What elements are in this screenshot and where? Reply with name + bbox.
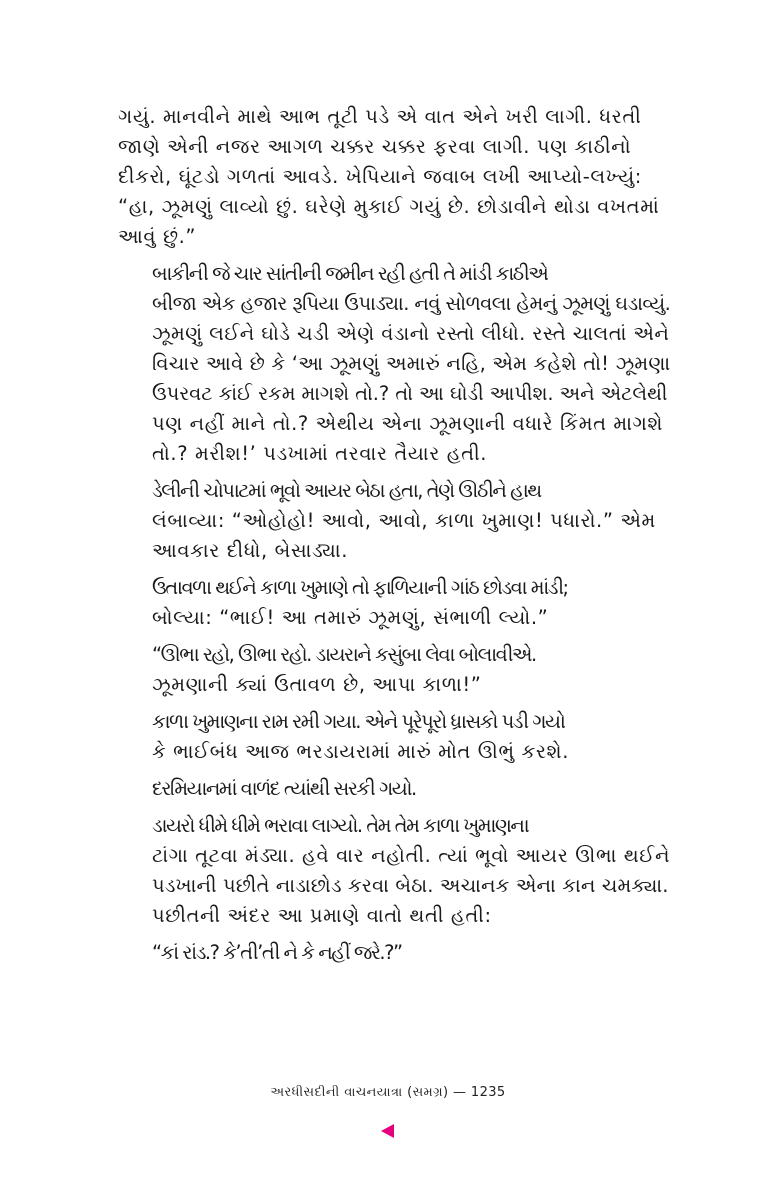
text-line: કાળા ખુમાણના રામ રમી ગયા. એને પૂરેપૂરો ધ્રાસકો પડી ગયો [152,710,565,733]
text-line: ટાંગા તૂટવા મંડ્યા. હવે વાર નહોતી. ત્યાં ભૂવો આયર ઊભા થઈને [152,844,671,867]
paragraph [118,102,670,252]
paragraph [118,774,670,804]
text-line: ડેલીની ચોપાટમાં ભૂવો આયર બેઠા હતા, તેણે ઊઠીને હાથ [152,479,541,502]
text-line: વિચાર આવે છે કે ‘આ ઝૂમણું અમારું નહિ, એમ કહેશે તો! ઝૂમણા [152,352,671,375]
text-line: બોલ્યા: “ભાઈ! આ તમારું ઝૂમણું, સંભાળી લ્યો.” [152,606,549,629]
text-line: ઝૂમણાની ક્યાં ઉતાવળ છે, આપા કાળા!” [152,673,482,696]
text-line: ગયું. માનવીને માથે આભ તૂટી પડે એ વાત એને ખરી લાગી. ધરતી [118,105,642,128]
paragraph [118,640,670,700]
previous-page-arrow-icon[interactable] [381,1124,394,1138]
text-line: પડખાની પછીતે નાડાછોડ કરવા બેઠા. અચાનક એના કાન ચમક્યા. [152,874,669,897]
text-line: તો.? મરીશ!’ પડખામાં તરવાર તૈયાર હતી. [152,442,488,465]
text-line: “હા, ઝૂમણું લાવ્યો છું. ઘરેણે મુકાઈ ગયું છે. છોડાવીને થોડા વખતમાં [118,195,660,218]
text-line: બાકીની જે ચાર સાંતીની જમીન રહી હતી તે માંડી કાઠીએ [152,262,548,285]
text-line: ડાયરો ધીમે ધીમે ભરાવા લાગ્યો. તેમ તેમ કાળા ખુમાણના [152,814,529,837]
text-line: લંબાવ્યા: “ઓહોહો! આવો, આવો, કાળા ખુમાણ! પધારો.” એમ [152,509,656,532]
text-line: “ઊભા રહો, ઊભા રહો. ડાયરાને કસુંબા લેવા બોલાવીએ. [152,643,536,666]
page-footer: અરધીસદીની વાચનયાત્રા (સમગ્ર) — 1235 [270,1085,506,1100]
text-line: પણ નહીં માને તો.? એથીય એના ઝૂમણાની વધારે કિંમત માગશે [152,412,664,435]
text-line: ઝૂમણું લઈને ઘોડે ચડી એણે વંડાનો રસ્તો લીધો. રસ્તે ચાલતાં એને [152,322,670,345]
paragraph [118,707,670,767]
text-line: દરમિયાનમાં વાળંદ ત્યાંથી સરકી ગયો. [152,777,416,800]
text-line: પછીતની અંદર આ પ્રમાણે વાતો થતી હતી: [152,904,492,927]
paragraph [118,476,670,566]
text-line: દીકરો, ઘૂંટડો ગળતાં આવડે. ખેપિયાને જવાબ લખી આપ્યો-લખ્યું: [118,165,642,188]
text-line: આવકાર દીધો, બેસાડ્યા. [152,539,349,562]
paragraph [118,938,670,968]
text-line: જાણે એની નજર આગળ ચક્કર ચક્કર ફરવા લાગી. પણ કાઠીનો [118,135,632,158]
paragraph [118,573,670,633]
text-line: ઉપરવટ કાંઈ રકમ માગશે તો.? તો આ ઘોડી આપીશ. અને એટલેથી [152,382,668,405]
text-line: ઉતાવળા થઈને કાળા ખુમાણે તો ફાળિયાની ગાંઠ છોડવા માંડી; [152,576,568,599]
text-line: “કાં રાંડ.? કે’તી’તી ને કે નહીં જરે.?” [152,941,402,964]
text-line: આવું છું.” [118,225,197,248]
body-text [118,102,670,975]
text-line: બીજા એક હજાર રૂપિયા ઉપાડ્યા. નવું સોળવલા હેમનું ઝૂમણું ઘડાવ્યું. [152,292,671,315]
paragraph [118,259,670,469]
text-line: કે ભાઈબંધ આજ ભરડાયરામાં મારું મોત ઊભું કરશે. [152,740,569,763]
paragraph [118,811,670,931]
